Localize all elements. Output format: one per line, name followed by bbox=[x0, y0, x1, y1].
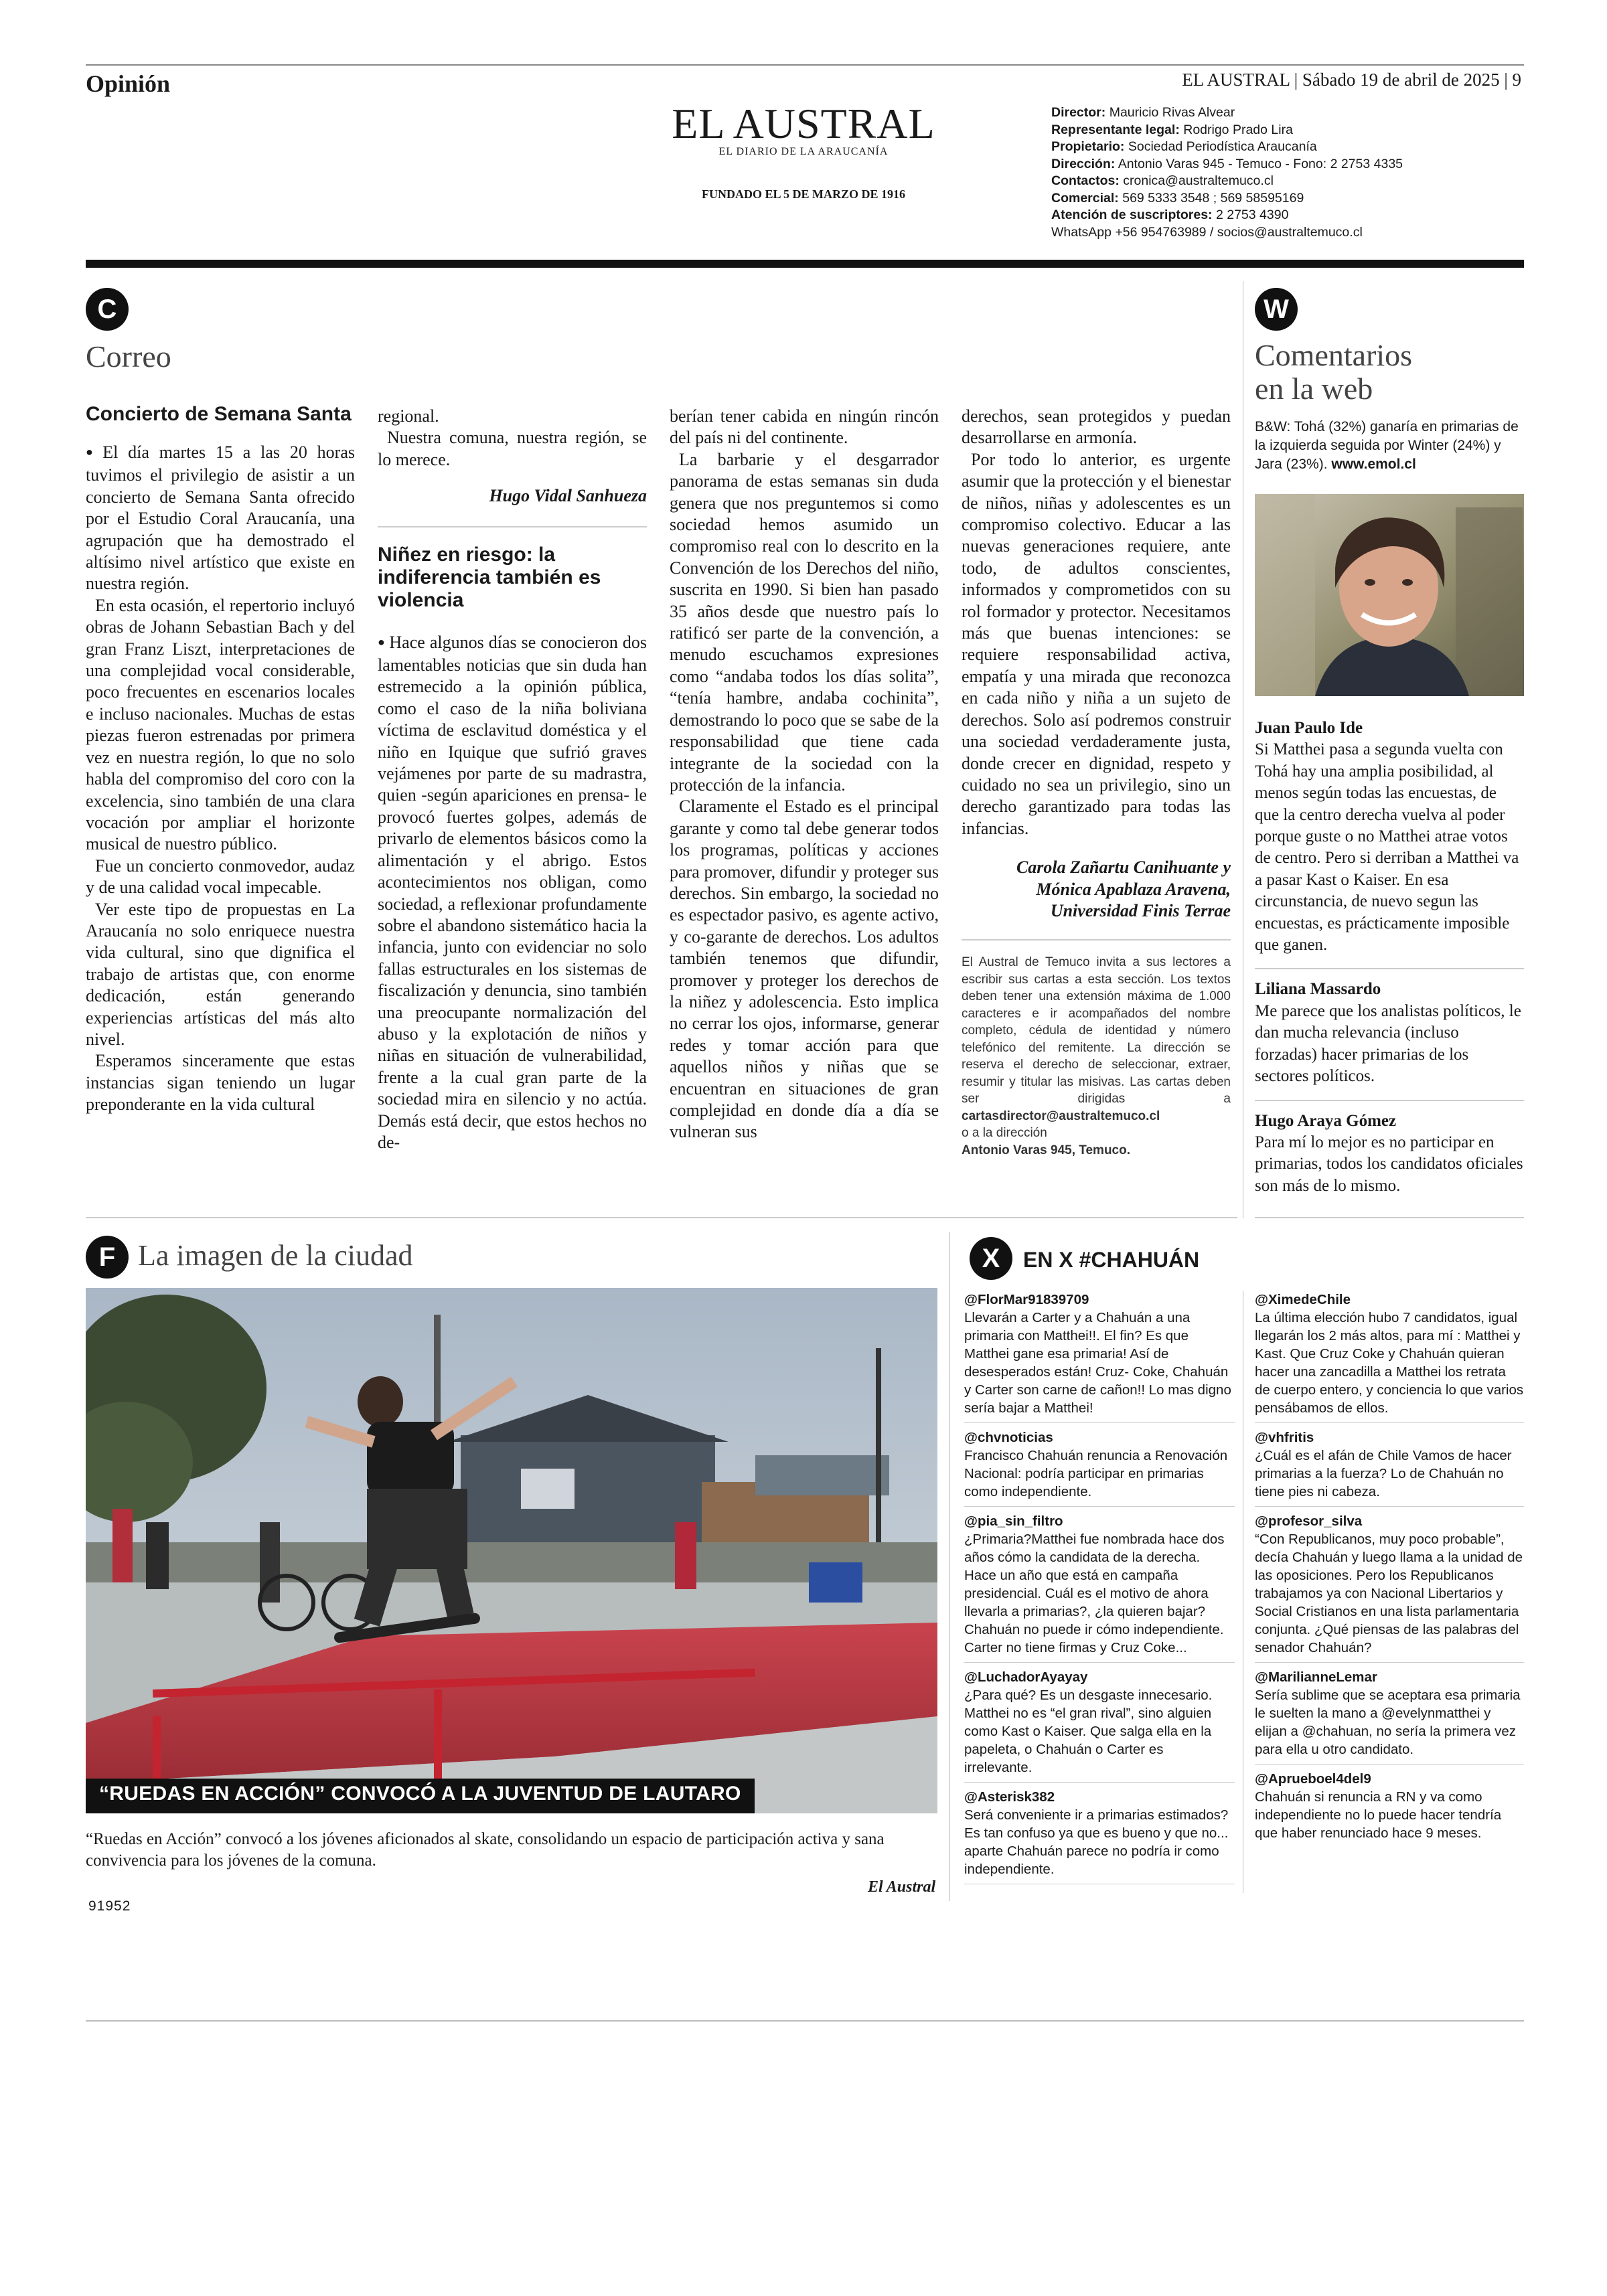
web-comments bbox=[1255, 718, 1524, 1197]
comment-divider bbox=[1255, 968, 1524, 969]
tweet-text: Chahuán si renuncia a RN y va como independiente no lo puede hacer tendría que haber renunciado hace 9 meses. bbox=[1255, 1789, 1502, 1841]
staff-row: WhatsApp +56 954763989 / socios@australtemuco.cl bbox=[1051, 224, 1363, 240]
letter1-paragraph: Esperamos sinceramente que estas instancias sigan teniendo un lugar preponderante en la vida cultural bbox=[86, 1051, 355, 1115]
letter2-paragraph: berían tener cabida en ningún rincón del país ni del continente. bbox=[670, 406, 939, 448]
tweet-handle[interactable]: @Aprueboel4del9 bbox=[1255, 1771, 1371, 1787]
masthead-name: EL AUSTRAL bbox=[672, 100, 935, 147]
top-rule bbox=[86, 64, 1524, 66]
tweet-handle[interactable]: @profesor_silva bbox=[1255, 1513, 1363, 1529]
tweet-handle[interactable]: @LuchadorAyayay bbox=[964, 1669, 1088, 1685]
staff-row: Propietario: Sociedad Periodística Araucanía bbox=[1051, 139, 1317, 154]
tweet bbox=[964, 1291, 1235, 1423]
tweet-text: Sería sublime que se aceptara esa primaria le suelten la mano a @evelynmatthei y elijan a @chahuan, no sería la primera vez para ella u otro candidato. bbox=[1255, 1688, 1521, 1757]
tweet-handle[interactable]: @vhfritis bbox=[1255, 1430, 1314, 1445]
staff-row: Atención de suscriptores: 2 2753 4390 bbox=[1051, 208, 1289, 222]
tweet-handle[interactable]: @pia_sin_filtro bbox=[964, 1513, 1063, 1529]
tweet bbox=[964, 1428, 1235, 1507]
twitter-title: EN X #CHAHUÁN bbox=[1023, 1248, 1200, 1272]
letter2-signature: Carola Zañartu Canihuante y Mónica Apablaza Aravena, Universidad Finis Terrae bbox=[1016, 857, 1231, 920]
tweet-handle[interactable]: @XimedeChile bbox=[1255, 1292, 1351, 1307]
photo-credit: El Austral bbox=[868, 1878, 936, 1896]
portrait-image bbox=[1255, 494, 1524, 696]
staff-row: Representante legal: Rodrigo Prado Lira bbox=[1051, 122, 1293, 137]
photo-overlay-title: “RUEDAS EN ACCIÓN” CONVOCÓ A LA JUVENTUD DE LAUTARO bbox=[86, 1779, 755, 1813]
tweet-handle[interactable]: @FlorMar91839709 bbox=[964, 1292, 1089, 1307]
letter2-paragraph: Claramente el Estado es el principal garante y como tal debe generar todos los programas, políticas y acciones para promover, difundir y proteger sus derechos. Sin embargo, la sociedad no es espectador pasivo, es agente activo, y co-garante de derechos. Los adultos también tenemos que difundir, promover y proteger los derechos de la niñez y adolescencia. Esto implica no cerrar los ojos, informarse, generar redes y tomar acción para que aquellos niños y niñas que se encuentran en situaciones de gran complejidad en donde día a día se vulneran sus bbox=[670, 797, 939, 1142]
tweet-handle[interactable]: @chvnoticias bbox=[964, 1430, 1053, 1445]
tweet-text: Llevarán a Carter y a Chahuán a una primaria con Matthei!!. El fin? Es que Matthei gane esa primaria! Así de desesperados están! Cruz- Coke, Chahuán y Carter son carne de cañon!! Lo mas digno sería bajar a Matthei! bbox=[964, 1310, 1231, 1416]
comment-text: Para mí lo mejor es no participar en primarias, todos los candidatos oficiales son más de lo mismo. bbox=[1255, 1133, 1523, 1195]
masthead-tagline: EL DIARIO DE LA ARAUCANÍA bbox=[718, 146, 889, 157]
comment-text: Si Matthei pasa a segunda vuelta con Tohá hay una amplia posibilidad, al menos según todas las encuestas, de que la centro derecha vuelva al poder porque guste o no Matthei atrae votos de centro. Pero si derriban a Matthei va a pasar Kast o Kaiser. En esa circunstancia, de nuevo segun las encuestas, es prácticamente imposible que ganen. bbox=[1255, 740, 1519, 955]
letter1-paragraph: ● El día martes 15 a las 20 horas tuvimos el privilegio de asistir a un concierto de Semana Santa ofrecido por el Estudio Coral Araucanía, una agrupación que ha demostrado el altísimo nivel artístico que existe en nuestra región. bbox=[86, 442, 355, 595]
x-badge: X bbox=[970, 1237, 1012, 1280]
letter1-paragraph: Ver este tipo de propuestas en La Araucanía no solo enriquece nuestra vida cultural, sino que dignifica el trabajo de artistas que, con enorme dedicación, están generando experiencias artísticas del más alto nivel. bbox=[86, 899, 355, 1049]
tweet-text: ¿Primaria?Matthei fue nombrada hace dos años cómo la candidata de la derecha. Hace un año que está en campaña presidencial. Cuál es el motivo de ahora llevarla a primarias?, ¿la quieren bajar? Chahuán no puede ir cómo independiente. Carter no tiene firmas y Cruz Coke... bbox=[964, 1532, 1225, 1655]
letter2-column-c bbox=[962, 406, 1231, 1159]
correo-title: Correo bbox=[86, 339, 171, 374]
correo-badge: C bbox=[86, 288, 129, 331]
tweet bbox=[964, 1668, 1235, 1783]
letter-divider bbox=[378, 526, 647, 527]
letter2-column-b bbox=[670, 406, 939, 1143]
page-code: 91952 bbox=[88, 1898, 131, 1914]
tweet bbox=[1255, 1291, 1524, 1423]
bullet-icon bbox=[378, 633, 389, 652]
letter1-column bbox=[86, 403, 355, 1116]
web-intro: B&W: Tohá (32%) ganaría en primarias de la izquierda seguida por Winter (24%) y Jara (23%). www.emol.cl bbox=[1255, 419, 1519, 472]
letter2-paragraph: Por todo lo anterior, es urgente asumir que la protección y el bienestar de niños, niñas y adolescentes es un compromiso colectivo. Educar a las nuevas generaciones requiere, ante todo, de adultos conscientes, informados y comprometidos con su rol formador y protector. Necesitamos más que buenas intenciones: se requiere responsabilidad activa, empatía y una mirada que reconozca en cada niño y niña a un sujeto de derechos. Solo así podremos construir una sociedad verdaderamente justa, donde crecer en dignidad, respeto y cuidado no sea un privilegio, sino un derecho garantizado para todas las infancias. bbox=[962, 449, 1231, 838]
letter1-paragraph: Fue un concierto conmovedor, audaz y de una calidad vocal impecable. bbox=[86, 855, 355, 898]
notice-email[interactable]: cartasdirector@australtemuco.cl bbox=[962, 1109, 1160, 1123]
commenter-name: Hugo Araya Gómez bbox=[1255, 1111, 1397, 1130]
tweet-text: Francisco Chahuán renuncia a Renovación Nacional: podría participar en primarias como independiente. bbox=[964, 1448, 1228, 1499]
letter1-paragraph: regional. bbox=[378, 406, 439, 426]
skatepark-image bbox=[86, 1288, 937, 1813]
founded-line: FUNDADO EL 5 DE MARZO DE 1916 bbox=[701, 187, 905, 201]
letter1-signature: Hugo Vidal Sanhueza bbox=[489, 486, 647, 506]
letter1-paragraph: En esta ocasión, el repertorio incluyó obras de Johann Sebastian Bach y del gran Franz Liszt, interpretaciones de una complejidad vocal considerable, poco frecuentes en escenarios locales e incluso nacionales. Muchas de estas piezas fueron estrenadas por primera vez en nuestra región, lo que no solo habla del compromiso del coro con la excelencia, sino también de una clara vocación por ampliar el horizonte musical de nuestro público. bbox=[86, 595, 355, 854]
commenter-name: Liliana Massardo bbox=[1255, 980, 1381, 999]
staff-row: Dirección: Antonio Varas 945 - Temuco - Fono: 2 2753 4335 bbox=[1051, 156, 1403, 171]
tweet-handle[interactable]: @MarilianneLemar bbox=[1255, 1669, 1377, 1685]
photo-caption: “Ruedas en Acción” convocó a los jóvenes aficionados al skate, consolidando un espacio de participación activa y sana convivencia para los jóvenes de la comuna. bbox=[86, 1830, 885, 1870]
letter2-column-a bbox=[378, 406, 647, 1153]
tweet-text: ¿Cuál es el afán de Chile Vamos de hacer primarias a la fuerza? Lo de Chahuán no tiene pies ni cabeza. bbox=[1255, 1448, 1512, 1499]
web-intro-link[interactable]: www.emol.cl bbox=[1331, 457, 1416, 472]
section-divider bbox=[86, 1217, 1237, 1218]
staff-row: Contactos: cronica@australtemuco.cl bbox=[1051, 173, 1274, 188]
tweet-handle[interactable]: @Asterisk382 bbox=[964, 1789, 1055, 1805]
staff-row: Director: Mauricio Rivas Alvear bbox=[1051, 105, 1235, 120]
letter2-paragraph: La barbarie y el desgarrador panorama de estas semanas sin duda genera que nos preguntemos si como sociedad hemos asumido un compromiso real con lo descrito en la Convención de los Derechos del niño, suscrita en 1990. Si bien han pasado 35 años desde que nuestro país lo ratificó ser parte de la convención, a menudo escuchamos expresiones como “andaba todos los días solita”, “tenía hambre, andaba cochinita”, demostrando lo poco que se sabe de la responsabilidad que tiene cada integrante de la sociedad con la protección de la infancia. bbox=[670, 449, 939, 795]
edition-date: EL AUSTRAL | Sábado 19 de abril de 2025 | 9 bbox=[1182, 70, 1521, 90]
tweet bbox=[1255, 1512, 1524, 1663]
bottom-rule bbox=[86, 2020, 1524, 2022]
column-divider bbox=[949, 1232, 950, 1901]
letters-notice: El Austral de Temuco invita a sus lectores a escribir sus cartas a esta sección. Los textos deben tener una extensión máxima de 1.000 caracteres e ir acompañados del nombre completo, cédula de identidad y número telefónico del remitente. La dirección se reserva el derecho de seleccionar, extraer, resumir y titular las misivas. Las cartas deben ser dirigidas a cartasdirector@australtemuco.cl o a la dirección Antonio Varas 945, Temuco. bbox=[962, 955, 1231, 1157]
imagen-title: La imagen de la ciudad bbox=[138, 1239, 413, 1272]
commenter-name: Juan Paulo Ide bbox=[1255, 719, 1363, 737]
tweet bbox=[1255, 1770, 1524, 1848]
section-divider bbox=[1255, 1217, 1524, 1218]
comment-text: Me parece que los analistas políticos, le dan mucha relevancia (incluso forzadas) hacer primarias de los sectores políticos. bbox=[1255, 1001, 1521, 1086]
header-divider bbox=[86, 260, 1524, 268]
commenter-photo bbox=[1255, 494, 1524, 696]
tweet bbox=[964, 1788, 1235, 1884]
notice-divider bbox=[962, 939, 1231, 940]
section-label: Opinión bbox=[86, 70, 171, 97]
letter2-paragraph: ● Hace algunos días se conocieron dos lamentables noticias que sin duda han estremecido a la opinión pública, como el caso de la niña boliviana víctima de esclavitud doméstica y el niño en Iquique que sufrió graves vejámenes por parte de su madrastra, quien -según apariciones en prensa- le provocó fuertes golpes, además de privarlo de elementos básicos como la alimentación y el abrigo. Estos acontecimientos nos obligan, como sociedad, a reflexionar profundamente sobre el abandono sistemático hacia la infancia, junto con evidenciar no solo fallas estructurales en los sistemas de fiscalización y denuncia, sino también una preocupante normalización del abuso y la explotación de niños y niñas en situación de vulnerabilidad, frente a la cual gran parte de la sociedad mira en silencio y no actúa. Demás está decir, que estos hechos no de- bbox=[378, 632, 647, 1154]
letter1-paragraph: Nuestra comuna, nuestra región, se lo merece. bbox=[378, 428, 647, 469]
letter2-headline: Niñez en riesgo: la indiferencia también es violencia bbox=[378, 543, 601, 611]
masthead bbox=[670, 99, 937, 201]
tweet bbox=[964, 1512, 1235, 1663]
staff-row: Comercial: 569 5333 3548 ; 569 58595169 bbox=[1051, 190, 1304, 206]
staff-box bbox=[1051, 104, 1403, 241]
bullet-icon bbox=[86, 442, 102, 462]
web-title: Comentarios en la web bbox=[1255, 338, 1413, 406]
imagen-badge: F bbox=[86, 1236, 129, 1279]
tweet-column-2 bbox=[1255, 1291, 1524, 1853]
tweet-text: Será conveniente ir a primarias estimados? Es tan confuso ya que es bueno y que no... aparte Chahuán parece no podría ir como independiente. bbox=[964, 1807, 1229, 1877]
tweet-column-1 bbox=[964, 1291, 1235, 1890]
tweet-text: “Con Republicanos, muy poco probable”, decía Chahuán y luego llama a la unidad de las oposiciones. Pero los Republicanos trabajamos ya con Nacional Libertarios y Social Cristianos en una lista parlamentaria conjunta. ¿Qué piensas de las palabras del senador Chahuán? bbox=[1255, 1532, 1523, 1655]
tweet bbox=[1255, 1428, 1524, 1507]
tweet-text: ¿Para qué? Es un desgaste innecesario. Matthei no es “el gran rival”, sino alguien como Kast o Kaiser. Que salga ella en la papeleta, o Chahuán o Carter es irrelevante. bbox=[964, 1688, 1213, 1775]
letter1-headline: Concierto de Semana Santa bbox=[86, 403, 352, 425]
tweet-text: La última elección hubo 7 candidatos, igual llegarán los 2 más altos, para mí : Matthei y Kast. Que Cruz Coke y Chahuán quieran hacer una zancadilla a Matthei los retrata de cuerpo entero, y conciencia lo que varios pensábamos de ellos. bbox=[1255, 1310, 1524, 1416]
city-photo bbox=[86, 1288, 937, 1813]
comment-divider bbox=[1255, 1100, 1524, 1101]
web-badge: W bbox=[1255, 288, 1298, 331]
tweet bbox=[1255, 1668, 1524, 1765]
letter2-paragraph: derechos, sean protegidos y puedan desarrollarse en armonía. bbox=[962, 406, 1231, 448]
